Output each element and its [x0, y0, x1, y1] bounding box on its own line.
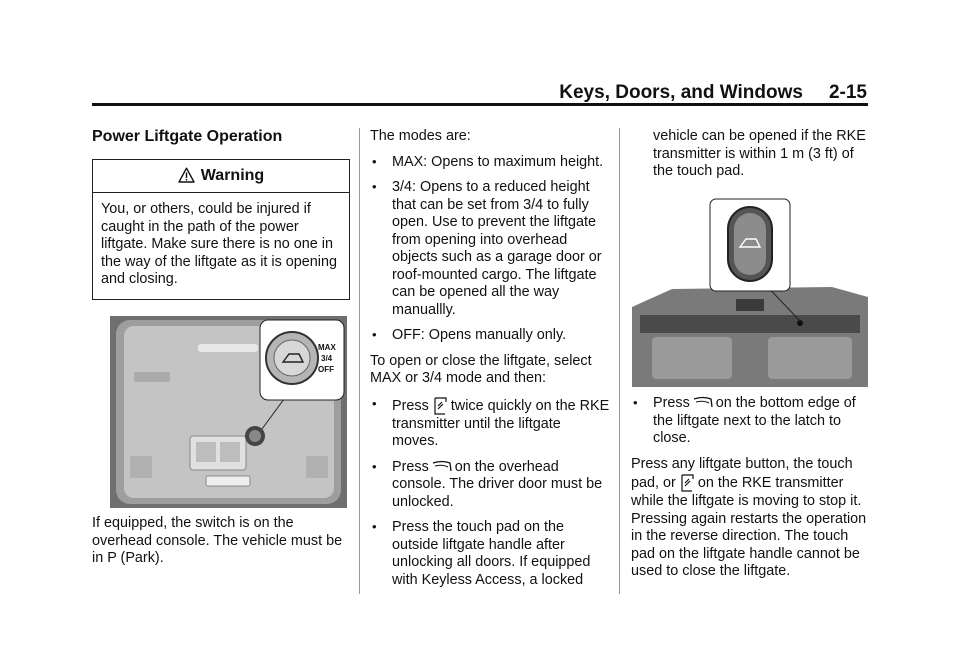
warning-icon — [178, 167, 195, 183]
touchpad-continuation: vehicle can be opened if the RKE transmitter is within 1 m (3 ft) of the touch pad. — [653, 128, 866, 179]
warning-title: Warning — [200, 166, 265, 184]
modes-intro: The modes are: — [370, 128, 471, 144]
warning-text: You, or others, could be injured if caught in the path of the power liftgate. Make sure there is no one in the way of the liftgate as it is opening and closing. — [101, 201, 337, 287]
column-1 — [92, 128, 350, 326]
page-number: 2-15 — [828, 82, 867, 103]
stop-para: Press any liftgate button, the touch pad, or on the RKE transmitter while the liftgate is moving to stop it. Pressing again restarts the operation in the reverse direction. The touch pad on the liftgate handle cannot be used to close the liftgate. — [631, 455, 867, 579]
column-3-lower — [631, 395, 871, 589]
step-console: • Press on the overhead console. The driver door must be unlocked. — [370, 459, 610, 512]
liftgate-close-icon — [693, 396, 713, 410]
mode-max: • MAX: Opens to maximum height. — [370, 154, 610, 172]
mode-3-4: • 3/4: Opens to a reduced height that can be set from 3/4 to fully open. Use to prevent the liftgate from opening into overhead objects such as a garage door or roof-mounted cargo. The liftgate can be opened all the way manuallly. — [370, 179, 610, 319]
mode-off: • OFF: Opens manually only. — [370, 327, 610, 345]
figure-caption: If equipped, the switch is on the overhead console. The vehicle must be in P (Park). — [92, 515, 343, 566]
figure-label-off: OFF — [318, 365, 334, 374]
column-divider — [359, 128, 360, 594]
warning-box — [92, 159, 350, 300]
figure-label-3-4: 3/4 — [321, 354, 333, 363]
step-close: • Press on the bottom edge of the liftgate next to the latch to close. — [631, 395, 871, 448]
liftgate-touchpad-figure — [632, 197, 868, 387]
overhead-console-figure — [110, 316, 347, 508]
liftgate-icon — [432, 460, 452, 474]
figure-label-max: MAX — [318, 343, 336, 352]
column-3 — [631, 128, 871, 181]
rke-liftgate-icon — [679, 473, 695, 493]
open-close-para: To open or close the liftgate, select MAX or 3/4 mode and then: — [370, 352, 592, 386]
column-divider — [619, 128, 620, 594]
step-touchpad: • Press the touch pad on the outside liftgate handle after unlocking all doors. If equipped with Keyless Access, a locked — [370, 519, 610, 589]
header-rule — [92, 103, 868, 106]
section-title: Power Liftgate Operation — [92, 128, 283, 145]
header-title: Keys, Doors, and Windows — [559, 82, 803, 103]
step-rke: • Press twice quickly on the RKE transmitter until the liftgate moves. — [370, 396, 610, 451]
page-header — [559, 82, 867, 104]
rke-liftgate-icon — [432, 396, 448, 416]
column-2 — [370, 128, 610, 597]
warning-header — [93, 160, 349, 194]
